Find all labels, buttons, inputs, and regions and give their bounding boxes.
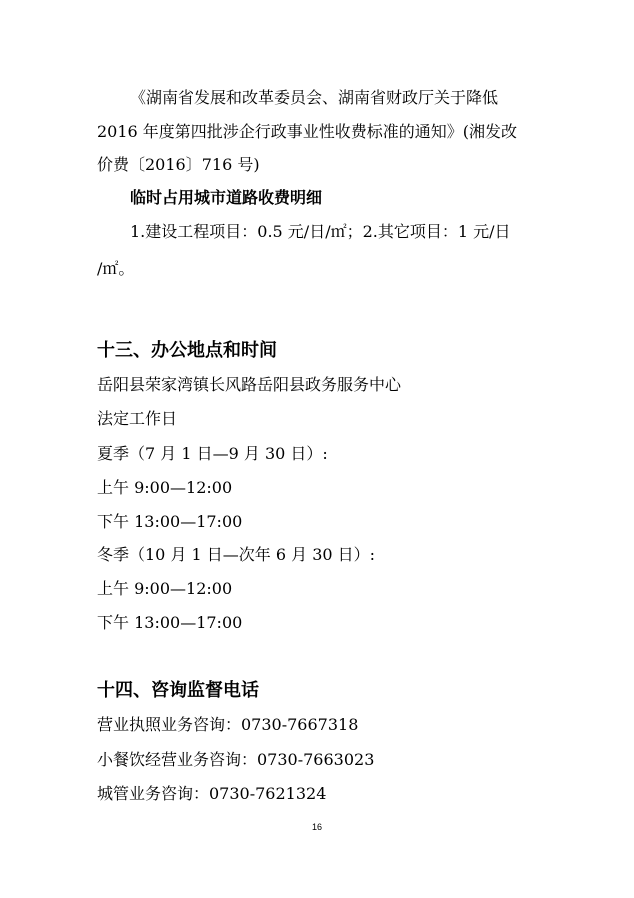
section-14-heading: 十四、咨询监督电话 [97, 680, 259, 701]
intro-line-2: 2016 年度第四批涉企行政事业性收费标准的通知》(湘发改 [97, 122, 518, 141]
section-13-address: 岳阳县荣家湾镇长风路岳阳县政务服务中心 [97, 375, 402, 394]
section-14-license-phone: 营业执照业务咨询：0730-7667318 [97, 715, 359, 734]
section-14-urban-phone: 城管业务咨询：0730-7621324 [97, 784, 327, 803]
intro-line-3: 价费〔2016〕716 号) [97, 155, 260, 174]
fee-detail-line-1: 1.建设工程项目：0.5 元/日/㎡；2.其它项目：1 元/日 [130, 222, 511, 241]
section-13-winter-am: 上午 9:00—12:00 [97, 579, 233, 598]
intro-line-1: 《湖南省发展和改革委员会、湖南省财政厅关于降低 [130, 88, 499, 107]
section-13-winter: 冬季（10 月 1 日—次年 6 月 30 日）: [97, 545, 376, 564]
section-13-winter-pm: 下午 13:00—17:00 [97, 613, 243, 632]
section-13-summer: 夏季（7 月 1 日—9 月 30 日）: [97, 444, 328, 463]
section-13-heading: 十三、办公地点和时间 [97, 340, 277, 361]
section-13-summer-am: 上午 9:00—12:00 [97, 478, 233, 497]
page-number: 16 [311, 822, 322, 832]
section-14-catering-phone: 小餐饮经营业务咨询：0730-7663023 [97, 750, 375, 769]
fee-detail-title: 临时占用城市道路收费明细 [130, 188, 323, 207]
fee-detail-line-2: /㎡。 [97, 259, 135, 278]
section-13-summer-pm: 下午 13:00—17:00 [97, 512, 243, 531]
section-13-workday: 法定工作日 [97, 409, 178, 428]
